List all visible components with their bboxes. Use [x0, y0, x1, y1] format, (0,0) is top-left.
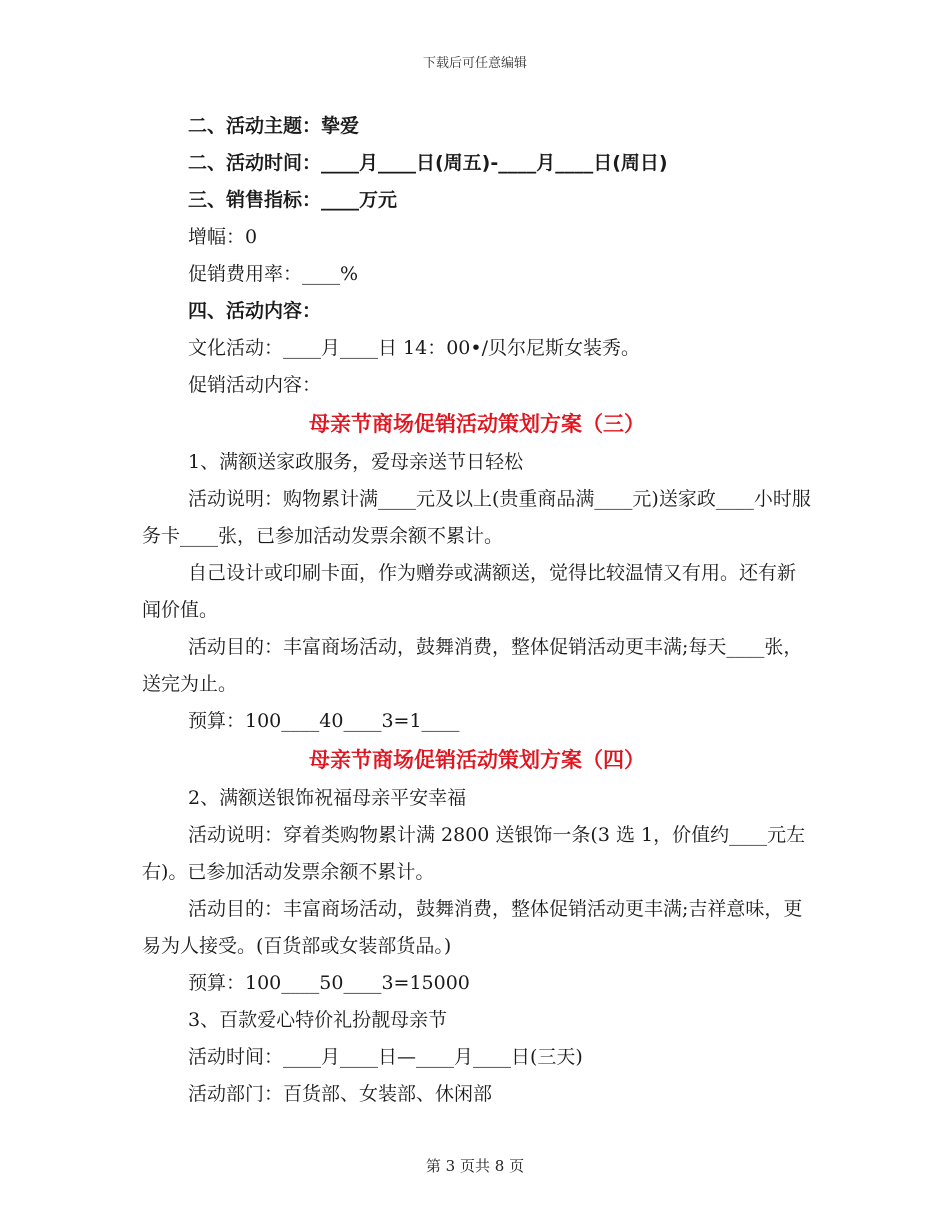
section-heading-3: 母亲节商场促销活动策划方案（三） — [309, 412, 645, 436]
section-heading-4: 母亲节商场促销活动策划方案（四） — [309, 748, 645, 772]
page-footer: 第 3 页共 8 页 — [425, 1157, 525, 1175]
paragraph-theme: 二、活动主题：挚爱 — [188, 115, 360, 137]
paragraph-item-1-desc: 活动说明：购物累计满____元及以上(贵重商品满____元)送家政____小时服务卡____张，已参加活动发票余额不累计。 — [142, 488, 811, 547]
paragraph-item-3: 3、百款爱心特价礼扮靓母亲节 — [188, 1009, 448, 1031]
paragraph-item-2-budget: 预算：100____50____3=15000 — [188, 972, 470, 994]
paragraph-sales-target: 三、销售指标：____万元 — [188, 189, 398, 211]
paragraph-cultural-activity: 文化活动：____月____日 14：00•/贝尔尼斯女装秀。 — [188, 337, 641, 359]
paragraph-item-3-departments: 活动部门：百货部、女装部、休闲部 — [188, 1083, 493, 1105]
paragraph-item-3-time: 活动时间：____月____日—____月____日(三天) — [188, 1046, 583, 1068]
paragraph-activity-content: 四、活动内容： — [188, 300, 322, 322]
paragraph-item-1: 1、满额送家政服务，爱母亲送节日轻松 — [188, 451, 524, 473]
paragraph-item-2-goal: 活动目的：丰富商场活动，鼓舞消费，整体促销活动更丰满;吉祥意味，更易为人接受。(百货部或女装部货品。) — [142, 898, 803, 957]
paragraph-growth: 增幅：0 — [188, 226, 258, 248]
paragraph-item-1-budget: 预算：100____40____3=1____ — [188, 710, 460, 732]
paragraph-promo-cost-rate: 促销费用率：____% — [188, 263, 359, 285]
document-body — [142, 108, 812, 1113]
paragraph-item-2: 2、满额送银饰祝福母亲平安幸福 — [188, 787, 467, 809]
paragraph-item-1-note: 自己设计或印刷卡面，作为赠券或满额送，觉得比较温情又有用。还有新闻价值。 — [142, 562, 797, 621]
paragraph-item-2-desc: 活动说明：穿着类购物累计满 2800 送银饰一条(3 选 1，价值约____元左右)。已参加活动发票余额不累计。 — [142, 824, 806, 883]
paragraph-item-1-goal: 活动目的：丰富商场活动，鼓舞消费，整体促销活动更丰满;每天____张，送完为止。 — [142, 636, 803, 695]
paragraph-time: 二、活动时间：____月____日(周五)-____月____日(周日) — [188, 152, 668, 174]
paragraph-promo-content: 促销活动内容： — [188, 374, 322, 396]
page-header: 下载后可任意编辑 — [422, 56, 527, 71]
